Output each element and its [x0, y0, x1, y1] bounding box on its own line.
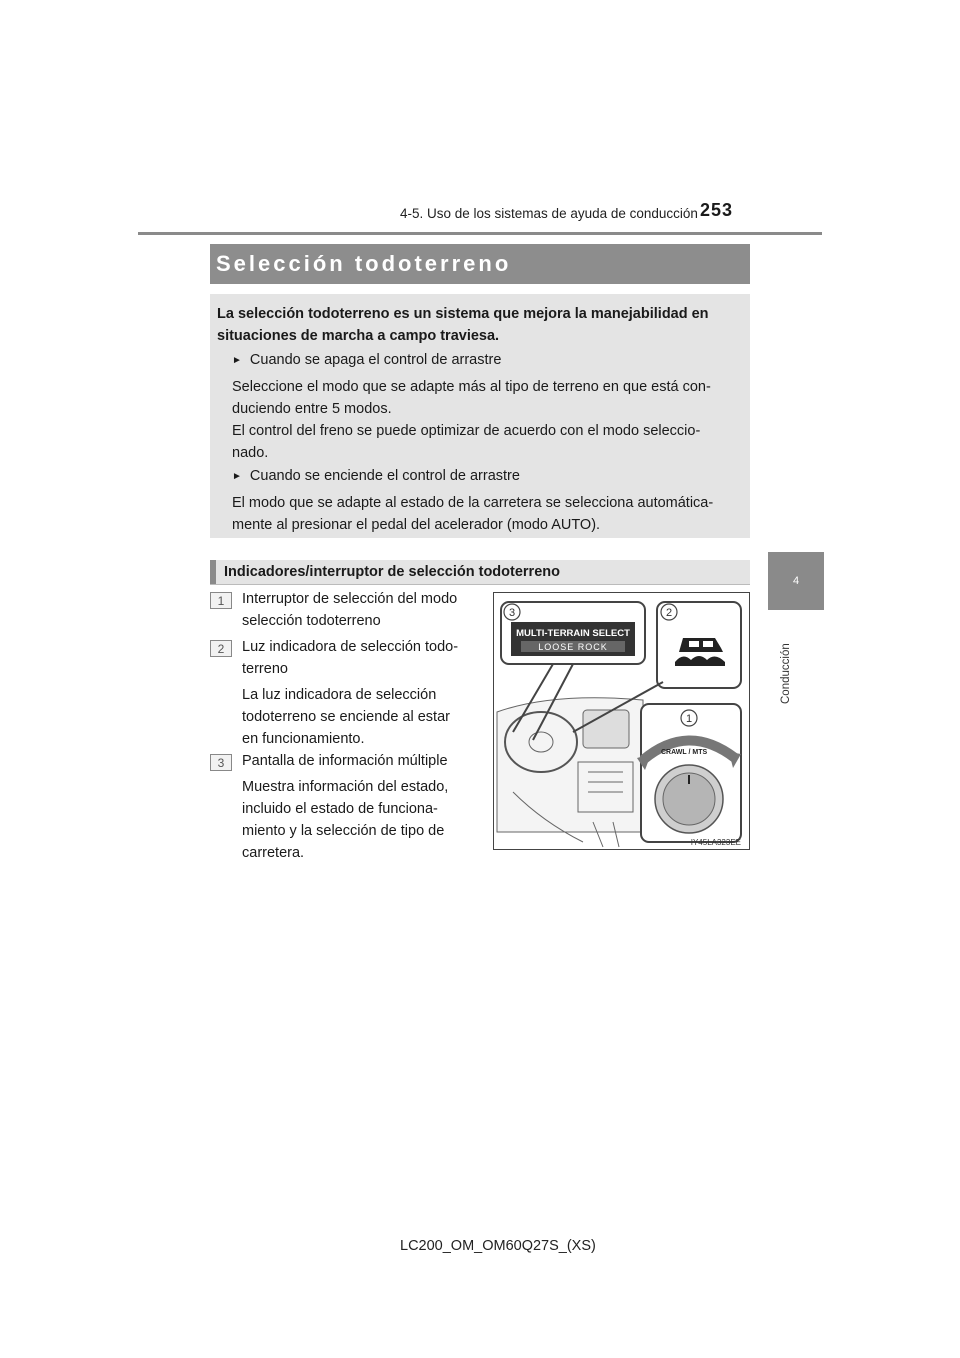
callout-1-dial — [637, 704, 741, 842]
page-number: 253 — [700, 200, 734, 220]
display-title: MULTI-TERRAIN SELECT — [516, 628, 630, 639]
intro-para-1-line2: duciendo entre 5 modos. — [232, 401, 392, 417]
footer-document-id: LC200_OM_OM60Q27S_(XS) — [400, 1238, 596, 1254]
item-number-3: 3 — [210, 754, 232, 771]
display-mode: LOOSE ROCK — [538, 642, 608, 652]
off-road-vehicle-icon — [675, 638, 725, 666]
callout-3-number: 3 — [508, 607, 516, 619]
header-divider — [138, 232, 822, 235]
intro-lead-line2: situaciones de marcha a campo traviesa. — [217, 328, 500, 344]
intro-lead-line1: La selección todoterreno es un sistema que mejora la manejabilidad en — [217, 306, 709, 322]
subheading-accent — [210, 560, 216, 584]
subheading: Indicadores/interruptor de selección todoterreno — [224, 564, 560, 580]
item-2-line2: terreno — [242, 661, 288, 677]
item-2-desc-line1: La luz indicadora de selección — [242, 687, 437, 703]
page-title: Selección todoterreno — [216, 251, 512, 276]
chapter-label: Conducción — [780, 643, 792, 704]
intro-para-2-line1: El control del freno se puede optimizar de acuerdo con el modo seleccio- — [232, 423, 701, 439]
item-3-desc-line1: Muestra información del estado, — [242, 779, 449, 795]
terrain-select-figure — [493, 592, 750, 850]
item-3-desc-line4: carretera. — [242, 845, 305, 861]
intro-para-1-line1: Seleccione el modo que se adapte más al tipo de terreno en que está con- — [232, 379, 711, 395]
triangle-bullet-icon: ► — [232, 355, 242, 366]
item-2-desc-line2: todoterreno se enciende al estar — [242, 709, 450, 725]
figure-code: IY45LA323EE — [690, 838, 741, 847]
item-2-line1: Luz indicadora de selección todo- — [242, 639, 459, 655]
item-2-desc-line3: en funcionamiento. — [242, 731, 365, 747]
intro-bullet-2-text: Cuando se enciende el control de arrastre — [249, 468, 520, 484]
intro-bullet-1 — [232, 352, 501, 368]
dial-label: CRAWL / MTS — [661, 749, 708, 756]
callout-1-number: 1 — [685, 713, 693, 725]
item-number-1: 1 — [210, 592, 232, 609]
item-1-line1: Interruptor de selección del modo — [242, 591, 458, 607]
running-header-section: 4-5. Uso de los sistemas de ayuda de conducción — [400, 206, 698, 221]
intro-para-3-line1: El modo que se adapte al estado de la carretera se selecciona automática- — [232, 495, 714, 511]
item-3-desc-line2: incluido el estado de funciona- — [242, 801, 438, 817]
intro-bullet-2 — [232, 468, 520, 484]
intro-bullet-1-text: Cuando se apaga el control de arrastre — [249, 352, 502, 368]
item-1-line2: selección todoterreno — [242, 613, 381, 629]
item-number-2: 2 — [210, 640, 232, 657]
triangle-bullet-icon: ► — [232, 471, 242, 482]
item-3-desc-line3: miento y la selección de tipo de — [242, 823, 445, 839]
chapter-tab: 4 — [768, 552, 824, 610]
callout-2-number: 2 — [665, 607, 673, 619]
intro-para-3-line2: mente al presionar el pedal del acelerador (modo AUTO). — [232, 517, 601, 533]
chapter-label-container — [772, 612, 816, 712]
item-3-line1: Pantalla de información múltiple — [242, 753, 448, 769]
intro-para-2-line2: nado. — [232, 445, 269, 461]
